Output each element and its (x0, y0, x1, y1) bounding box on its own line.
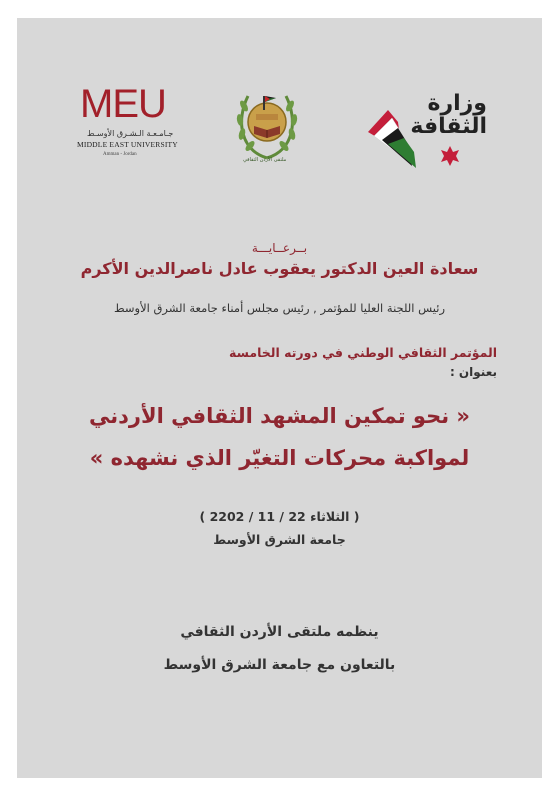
conference-venue: جامعة الشرق الأوسط (213, 532, 346, 547)
organizer-line1: ينظمه ملتقى الأردن الثقافي (180, 624, 379, 640)
ministry-of-culture-title (410, 91, 487, 140)
forum-emblem-caption: ملتقى الأردن الثقافي (243, 157, 287, 163)
invitation-card (17, 18, 542, 778)
ministry-title-line2: الثقافة (410, 114, 487, 140)
patron-name: سعادة العين الدكتور يعقوب عادل ناصرالدين الأكرم (80, 259, 479, 278)
meu-logo-english-name: MIDDLE EAST UNIVERSITY (77, 140, 178, 149)
conference-date: ( الثلاثاء 22 / 11 / 2202 ) (199, 509, 360, 524)
meu-logo-wordmark: MEU (80, 82, 166, 126)
patron-role: رئيس اللجنة العليا للمؤتمر , رئيس مجلس أمناء جامعة الشرق الأوسط (113, 301, 446, 315)
meu-logo-location: Amman - Jordan (103, 152, 137, 157)
conference-title-line1: « نحو تمكين المشهد الثقافي الأردني (89, 404, 470, 428)
patronage-label: بــرعــايـــة (251, 241, 308, 255)
ministry-title-line1: وزارة (427, 91, 487, 116)
organizer-line2: بالتعاون مع جامعة الشرق الأوسط (163, 657, 396, 673)
conference-titled-label: بعنوان : (449, 365, 497, 379)
meu-logo-arabic-name: جـامـعـة الـشـرق الأوسـط (87, 129, 174, 138)
conference-title-line2: لمواكبة محركات التغيّر الذي نشهده » (89, 446, 470, 470)
conference-name: المؤتمر الثقافي الوطني في دورته الخامسة (229, 345, 497, 360)
